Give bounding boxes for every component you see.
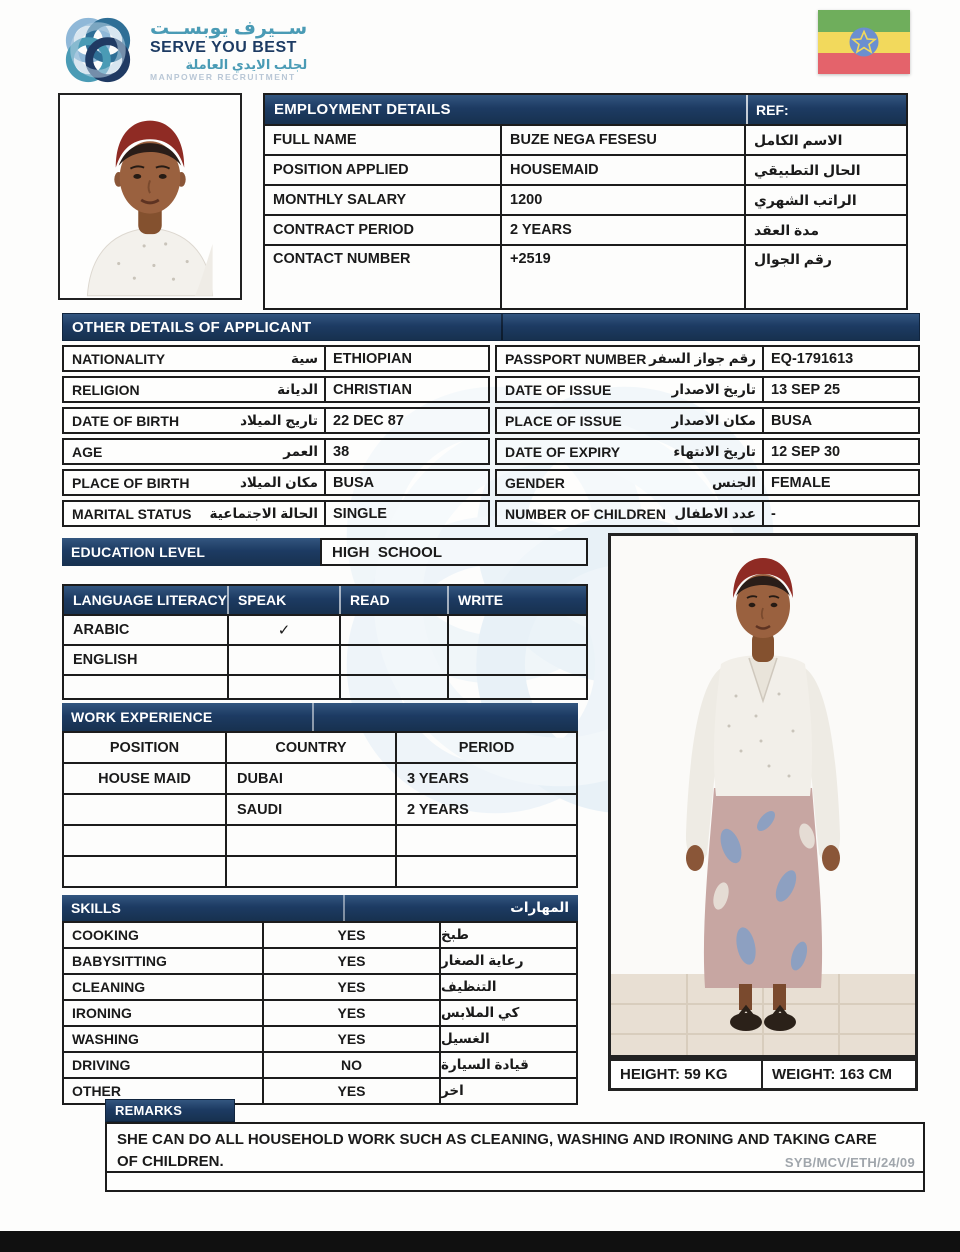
write-cell <box>447 646 586 674</box>
field-label-arabic: رقم جواز السفر <box>649 350 756 366</box>
table-row <box>64 762 576 793</box>
field-value: +2519 <box>500 246 744 308</box>
field-label-arabic: الحالة الاجتماعية <box>209 505 318 521</box>
field-value: HOUSEMAID <box>500 156 744 184</box>
field-value: 12 SEP 30 <box>762 440 918 463</box>
field-value: - <box>762 502 918 525</box>
field-value: ETHIOPIAN <box>324 347 488 370</box>
field-label: DATE OF BIRTH <box>72 412 180 429</box>
column-header: LANGUAGE LITERACY <box>73 592 227 608</box>
skill-value: YES <box>262 1079 439 1103</box>
skill-value: YES <box>262 1027 439 1051</box>
column-header: POSITION <box>109 739 180 756</box>
logo-arabic-name: ســيرف يوبســت <box>150 17 308 39</box>
field-value: 2 YEARS <box>500 216 744 244</box>
table-row <box>265 184 906 214</box>
skill-name: IRONING <box>72 1005 132 1021</box>
field-label: AGE <box>72 443 103 460</box>
field-label: FULL NAME <box>273 132 357 148</box>
table-row <box>495 500 920 527</box>
field-value: BUZE NEGA FESESU <box>500 126 744 154</box>
field-label: NATIONALITY <box>72 350 166 367</box>
logo-english-name: SERVE YOU BEST <box>150 39 297 57</box>
language-literacy-table <box>62 584 588 700</box>
table-row <box>495 438 920 465</box>
country-cell <box>225 857 395 886</box>
fullbody-illustration <box>611 536 915 1055</box>
table-row <box>265 154 906 184</box>
column-header: PERIOD <box>395 733 576 762</box>
write-cell <box>447 676 586 698</box>
table-row <box>64 1051 576 1077</box>
field-label-arabic: عدد الاطفال <box>674 505 756 521</box>
field-value: CHRISTIAN <box>324 378 488 401</box>
field-value: BUSA <box>762 409 918 432</box>
position-cell: HOUSE MAID <box>98 770 191 787</box>
employment-details-title: EMPLOYMENT DETAILS <box>274 101 451 118</box>
field-label-arabic: الجنس <box>711 474 756 490</box>
table-row <box>62 469 490 496</box>
table-row <box>64 674 586 698</box>
table-row <box>64 824 576 855</box>
field-label-arabic: رقم الجوال <box>744 246 906 308</box>
skill-name-arabic: قيادة السيارة <box>439 1053 576 1077</box>
field-label: DATE OF ISSUE <box>505 381 612 398</box>
height-weight-bar <box>608 1058 918 1091</box>
field-label-arabic: الراتب الشهري <box>744 186 906 214</box>
skill-value: NO <box>262 1053 439 1077</box>
skill-name: OTHER <box>72 1083 121 1099</box>
height-value: HEIGHT: 59 KG <box>620 1066 728 1083</box>
table-row <box>62 376 490 403</box>
document-code: SYB/MCV/ETH/24/09 <box>784 1155 915 1170</box>
field-value: 1200 <box>500 186 744 214</box>
field-label: POSITION APPLIED <box>273 162 409 178</box>
table-row <box>62 438 490 465</box>
column-header: SPEAK <box>227 586 339 614</box>
skill-value: YES <box>262 1001 439 1025</box>
ref-label: REF: <box>746 95 906 124</box>
read-cell <box>339 676 447 698</box>
country-cell: SAUDI <box>225 795 395 824</box>
speak-cell <box>227 646 339 674</box>
field-label: PASSPORT NUMBER <box>505 350 647 367</box>
table-row <box>64 1025 576 1051</box>
position-cell <box>64 857 225 886</box>
table-row <box>495 407 920 434</box>
field-label-arabic: مكان الاصدار <box>671 412 756 428</box>
field-label-arabic: الاسم الكامل <box>744 126 906 154</box>
period-cell <box>395 857 576 886</box>
field-label-arabic: تاريخ الانتهاء <box>673 443 756 459</box>
skill-name: CLEANING <box>72 979 146 995</box>
skills-title: SKILLS <box>71 900 121 916</box>
field-label-arabic: مدة العقد <box>744 216 906 244</box>
applicant-fullbody-photo <box>608 533 918 1058</box>
skill-name-arabic: التنظيف <box>439 975 576 999</box>
skills-header <box>62 895 578 921</box>
skills-title-arabic: المهارات <box>510 900 569 915</box>
field-label-arabic: تاريخ الاصدار <box>671 381 756 397</box>
skill-name-arabic: اخر <box>439 1079 576 1103</box>
field-label: RELIGION <box>72 381 140 398</box>
table-row <box>62 500 490 527</box>
employment-details-table <box>263 93 908 310</box>
field-label-arabic: تاريج الميلاد <box>240 412 318 428</box>
other-details-right-table <box>495 345 920 527</box>
education-level-label: EDUCATION LEVEL <box>71 544 206 560</box>
skill-name-arabic: طبخ <box>439 923 576 947</box>
skill-name-arabic: رعاية الصغار <box>439 949 576 973</box>
remarks-header <box>105 1099 235 1122</box>
field-label-arabic: الديانة <box>277 381 318 397</box>
other-details-header <box>62 313 920 341</box>
remarks-divider <box>107 1171 923 1173</box>
field-label: PLACE OF BIRTH <box>72 474 190 491</box>
position-cell <box>64 826 225 855</box>
table-row <box>64 644 586 674</box>
page-bottom-bar <box>0 1231 960 1252</box>
field-label: PLACE OF ISSUE <box>505 412 622 429</box>
logo-arabic-tagline: لجلب الايدي العاملة <box>185 56 308 72</box>
work-experience-header <box>62 703 578 731</box>
period-cell <box>395 826 576 855</box>
remarks-title: REMARKS <box>115 1103 183 1118</box>
remarks-text: SHE CAN DO ALL HOUSEHOLD WORK SUCH AS CLEANING, WASHING AND IRONING AND TAKING CARE OF CHILDREN. <box>117 1131 877 1170</box>
skill-name: COOKING <box>72 927 139 943</box>
work-experience-title: WORK EXPERIENCE <box>71 709 213 725</box>
table-row <box>64 973 576 999</box>
column-header: COUNTRY <box>225 733 395 762</box>
country-cell: DUBAI <box>225 764 395 793</box>
language-name <box>64 676 227 698</box>
table-row <box>64 947 576 973</box>
work-experience-table <box>62 731 578 888</box>
field-value: 13 SEP 25 <box>762 378 918 401</box>
skill-name-arabic: الغسيل <box>439 1027 576 1051</box>
table-row <box>495 345 920 372</box>
field-value: EQ-1791613 <box>762 347 918 370</box>
header-divider <box>501 314 503 340</box>
field-value: FEMALE <box>762 471 918 494</box>
speak-cell <box>227 676 339 698</box>
skill-name: DRIVING <box>72 1057 131 1073</box>
logo-rings-icon <box>52 6 144 94</box>
other-details-title: OTHER DETAILS OF APPLICANT <box>72 318 312 336</box>
table-row <box>265 214 906 244</box>
field-value: SINGLE <box>324 502 488 525</box>
table-row <box>64 923 576 947</box>
checkmark-icon: ✓ <box>227 616 339 644</box>
applicant-portrait-photo <box>58 93 242 300</box>
agency-logo <box>52 6 307 94</box>
skill-name: WASHING <box>72 1031 139 1047</box>
table-row <box>64 999 576 1025</box>
skill-value: YES <box>262 975 439 999</box>
period-cell: 3 YEARS <box>395 764 576 793</box>
table-row <box>62 407 490 434</box>
education-level-header <box>62 538 320 566</box>
portrait-illustration <box>60 95 240 298</box>
skill-name-arabic: كي الملابس <box>439 1001 576 1025</box>
table-row <box>265 124 906 154</box>
field-label: GENDER <box>505 474 565 491</box>
country-cell <box>225 826 395 855</box>
column-header: WRITE <box>447 586 586 614</box>
field-label: MARITAL STATUS <box>72 505 192 522</box>
field-value: BUSA <box>324 471 488 494</box>
field-label-arabic: الحال التطبيقي <box>744 156 906 184</box>
header-divider <box>312 703 314 731</box>
remarks-box <box>105 1122 925 1192</box>
table-row <box>64 793 576 824</box>
language-name: ENGLISH <box>73 652 138 668</box>
skills-table <box>62 921 578 1105</box>
language-name: ARABIC <box>73 622 130 638</box>
field-label-arabic: العمر <box>283 443 318 459</box>
other-details-left-table <box>62 345 490 527</box>
position-cell <box>64 795 225 824</box>
education-level-value: HIGH SCHOOL <box>320 538 588 566</box>
period-cell: 2 YEARS <box>395 795 576 824</box>
table-row <box>62 345 490 372</box>
logo-english-tagline: MANPOWER RECRUITMENT <box>150 71 296 82</box>
read-cell <box>339 646 447 674</box>
field-value: 22 DEC 87 <box>324 409 488 432</box>
field-label: CONTACT NUMBER <box>273 251 411 267</box>
skill-value: YES <box>262 923 439 947</box>
ethiopia-flag-icon <box>818 10 910 74</box>
field-label-arabic: سية <box>291 350 318 366</box>
header-divider <box>343 895 345 921</box>
column-header: READ <box>339 586 447 614</box>
field-label: MONTHLY SALARY <box>273 192 407 208</box>
field-label-arabic: مكان الميلاد <box>240 474 318 490</box>
write-cell <box>447 616 586 644</box>
field-label: DATE OF EXPIRY <box>505 443 621 460</box>
table-header-row <box>64 733 576 762</box>
read-cell <box>339 616 447 644</box>
field-label: NUMBER OF CHILDREN <box>505 505 666 522</box>
table-row <box>495 469 920 496</box>
skill-name: BABYSITTING <box>72 953 167 969</box>
weight-value: WEIGHT: 163 CM <box>761 1061 915 1088</box>
table-row <box>64 614 586 644</box>
field-value: 38 <box>324 440 488 463</box>
table-row <box>64 855 576 886</box>
table-row <box>265 244 906 308</box>
table-header-row <box>64 586 586 614</box>
skill-value: YES <box>262 949 439 973</box>
field-label: CONTRACT PERIOD <box>273 222 414 238</box>
table-row <box>495 376 920 403</box>
